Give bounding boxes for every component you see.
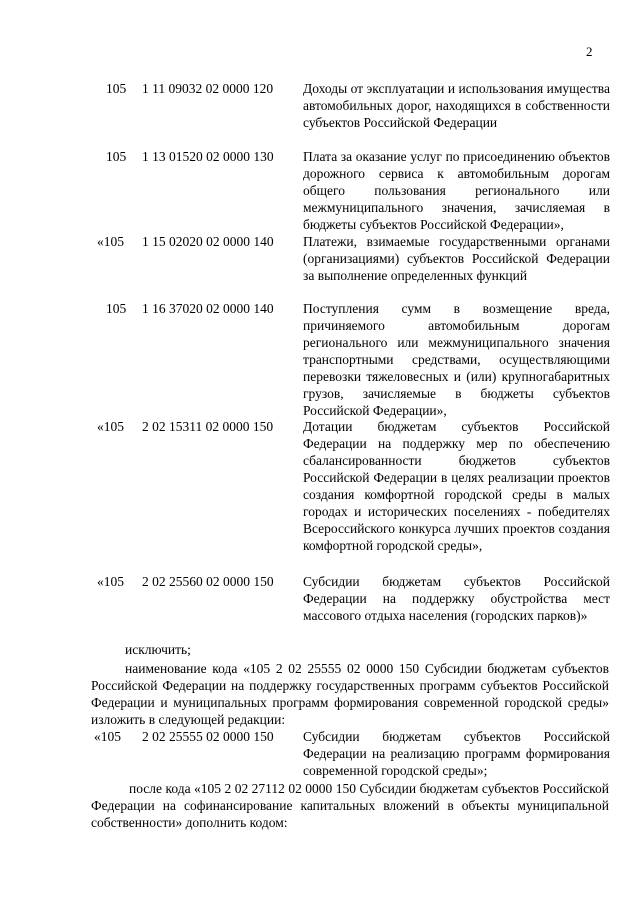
revenue-description: Субсидии бюджетам субъектов Российской Федерации на поддержку обустройства мест массового отдыха населения (городских парков)» [303,574,610,623]
revenue-description: Субсидии бюджетам субъектов Российской Федерации на реализацию программ формирования современной городской среды»; [303,729,610,778]
revenue-description: Плата за оказание услуг по присоединению объектов дорожного сервиса к автомобильным дорогам общего пользования регионального или межмуниципального значения, зачисляемая в бюджеты субъектов Российской Федерации», [303,149,610,232]
admin-code: «105 [94,729,121,744]
admin-code: 105 [106,149,127,164]
revenue-code: 1 16 37020 02 0000 140 [142,301,274,316]
revenue-code: 2 02 25560 02 0000 150 [142,574,274,589]
admin-code: «105 [97,234,124,249]
admin-code: «105 [97,419,124,434]
revenue-code: 2 02 25555 02 0000 150 [142,729,274,744]
after-paragraph: после кода «105 2 02 27112 02 0000 150 Субсидии бюджетам субъектов Российской Федерации на софинансирование капитальных вложений в объекты муниципальной собственности» дополнить кодом: [91,781,609,830]
revenue-description: Поступления сумм в возмещение вреда, причиняемого автомобильным дорогам регионального или межмуниципального значения транспортными средствами, осуществляющими перевозки тяжеловесных и (или) крупногабаритных грузов, зачисляемые в бюджеты субъектов Российской Федерации», [303,301,610,418]
admin-code: «105 [97,574,124,589]
exclude-instruction: исключить; [125,642,191,657]
revenue-description: Доходы от эксплуатации и использования имущества автомобильных дорог, находящихся в собственности субъектов Российской Федерации [303,81,610,130]
page-number: 2 [586,44,593,59]
revenue-code: 1 11 09032 02 0000 120 [142,81,274,96]
revenue-code: 1 13 01520 02 0000 130 [142,149,274,164]
revenue-code: 2 02 15311 02 0000 150 [142,419,274,434]
revenue-description: Платежи, взимаемые государственными органами (организациями) субъектов Российской Федерации за выполнение определенных функций [303,234,610,283]
admin-code: 105 [106,81,127,96]
admin-code: 105 [106,301,127,316]
revenue-code: 1 15 02020 02 0000 140 [142,234,274,249]
naming-paragraph: наименование кода «105 2 02 25555 02 0000 150 Субсидии бюджетам субъектов Российской Федерации на поддержку государственных программ субъектов Российской Федерации и муниципальных программ формирования современной городской среды» изложить в следующей редакции: [91,661,609,727]
revenue-description: Дотации бюджетам субъектов Российской Федерации на поддержку мер по обеспечению сбалансированности бюджетов субъектов Российской Федерации в целях реализации проектов создания комфортной городской среды в малых городах и исторических поселениях - победителях Всероссийского конкурса лучших проектов создания комфортной городской среды», [303,419,610,553]
